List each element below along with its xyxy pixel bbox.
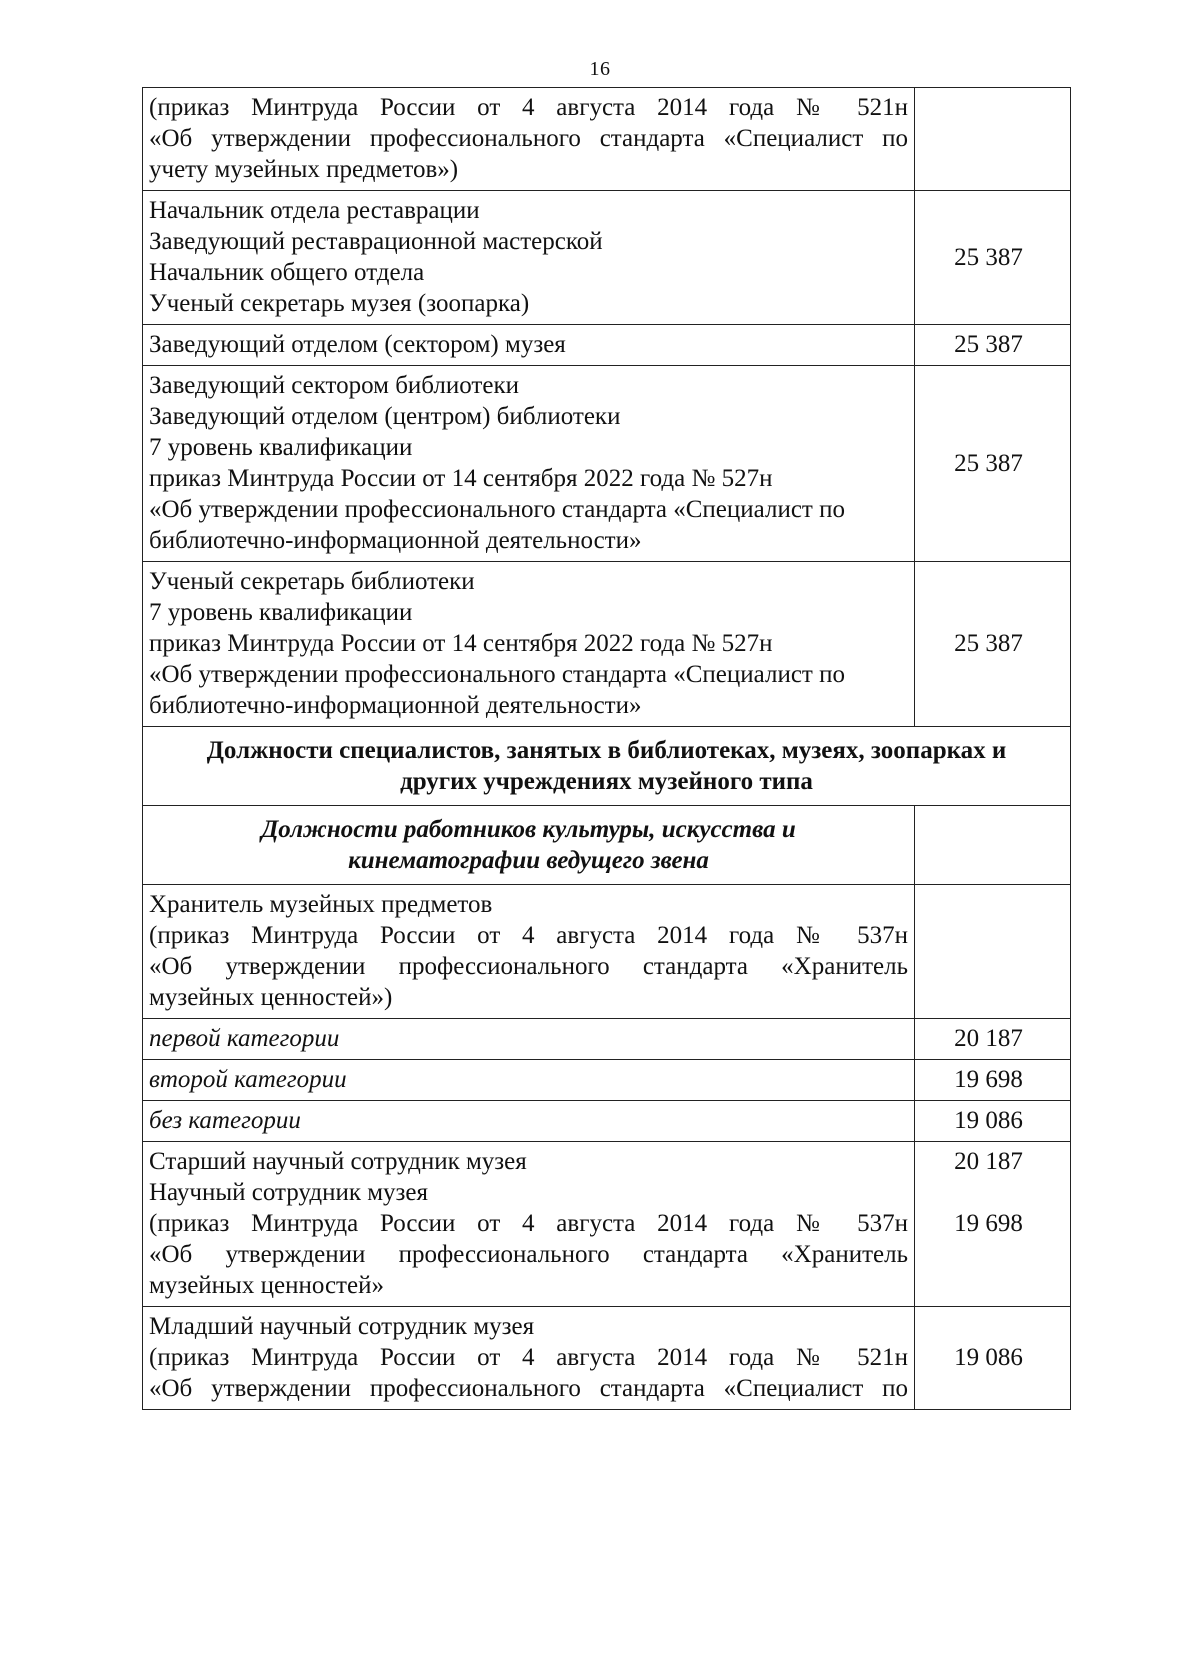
position-line: 7 уровень квалификации (149, 434, 413, 461)
position-line: «Об утверждении профессионального стандарта «Специалист по (149, 125, 908, 152)
position-line: (приказ Минтруда России от 4 августа 2014 года № 537н (149, 922, 908, 949)
salary-cell (915, 806, 1071, 885)
position-cell (143, 191, 915, 325)
salary-value: 20 187 (954, 1148, 1023, 1175)
category-cell (143, 1019, 915, 1060)
position-line: Начальник общего отдела (149, 259, 425, 286)
position-line: приказ Минтруда России от 14 сентября 2022 года № 527н (149, 465, 773, 492)
position-line: Заведующий сектором библиотеки (149, 372, 519, 399)
salary-table (142, 87, 1071, 1410)
position-line: Научный сотрудник музея (149, 1179, 429, 1206)
position-cell (143, 562, 915, 727)
position-line: «Об утверждении профессионального стандарта «Хранитель (149, 953, 908, 980)
table-row (143, 885, 1071, 1019)
position-line: Старший научный сотрудник музея (149, 1148, 527, 1175)
position-line: Начальник отдела реставрации (149, 197, 480, 224)
position-line: Ученый секретарь музея (зоопарка) (149, 290, 530, 317)
salary-value: 20 187 (954, 1025, 1023, 1052)
category-label: второй категории (149, 1066, 347, 1093)
position-cell (143, 88, 915, 191)
category-cell (143, 1101, 915, 1142)
position-line: (приказ Минтруда России от 4 августа 2014 года № 537н (149, 1210, 908, 1237)
salary-value: 25 387 (954, 630, 1023, 657)
subsection-heading-line: Должности работников культуры, искусства и (261, 816, 796, 843)
position-line: музейных ценностей» (149, 1272, 384, 1299)
salary-cell (915, 562, 1071, 727)
salary-value: 19 698 (954, 1066, 1023, 1093)
position-line: 7 уровень квалификации (149, 599, 413, 626)
table-row (143, 191, 1071, 325)
position-line: Заведующий отделом (центром) библиотеки (149, 403, 621, 430)
section-heading-line: Должности специалистов, занятых в библиотеках, музеях, зоопарках и (206, 737, 1007, 764)
position-line: Ученый секретарь библиотеки (149, 568, 475, 595)
table-row (143, 562, 1071, 727)
position-line: «Об утверждении профессионального стандарта «Специалист по (149, 1375, 908, 1402)
salary-value: 25 387 (954, 331, 1023, 358)
position-line: приказ Минтруда России от 14 сентября 2022 года № 527н (149, 630, 773, 657)
salary-cell (915, 88, 1071, 191)
position-cell (143, 1307, 915, 1410)
salary-cell (915, 1060, 1071, 1101)
page-number: 16 (589, 58, 611, 80)
position-line: Младший научный сотрудник музея (149, 1313, 535, 1340)
salary-value: 19 086 (954, 1344, 1023, 1371)
salary-value: 25 387 (954, 243, 1023, 271)
salary-cell (915, 325, 1071, 366)
position-line: Заведующий реставрационной мастерской (149, 228, 603, 255)
position-line: Заведующий отделом (сектором) музея (149, 331, 566, 358)
position-line: «Об утверждении профессионального стандарта «Специалист по (149, 661, 845, 688)
position-line: (приказ Минтруда России от 4 августа 2014 года № 521н (149, 1344, 908, 1371)
salary-cell (915, 366, 1071, 562)
section-heading-line: других учреждениях музейного типа (400, 768, 813, 795)
table-row (143, 1019, 1071, 1060)
section-row (143, 727, 1071, 806)
position-cell (143, 1142, 915, 1307)
salary-cell (915, 1307, 1071, 1410)
salary-value: 25 387 (954, 449, 1023, 477)
table-row (143, 1307, 1071, 1410)
category-label: первой категории (149, 1025, 340, 1052)
table-row (143, 88, 1071, 191)
position-line: «Об утверждении профессионального стандарта «Хранитель (149, 1241, 908, 1268)
salary-cell (915, 1142, 1071, 1307)
table-row (143, 1101, 1071, 1142)
subsection-heading (143, 806, 915, 885)
salary-cell (915, 1019, 1071, 1060)
subsection-row (143, 806, 1071, 885)
salary-value: 19 086 (954, 1107, 1023, 1134)
category-label: без категории (149, 1107, 301, 1134)
salary-cell (915, 191, 1071, 325)
position-cell (143, 325, 915, 366)
category-cell (143, 1060, 915, 1101)
position-line: библиотечно-информационной деятельности» (149, 692, 642, 719)
salary-cell (915, 1101, 1071, 1142)
salary-value: 19 698 (954, 1210, 1023, 1237)
section-heading (143, 727, 1071, 806)
position-line: учету музейных предметов») (149, 156, 459, 183)
subsection-heading-line: кинематографии ведущего звена (348, 847, 709, 874)
position-line: (приказ Минтруда России от 4 августа 2014 года № 521н (149, 94, 908, 121)
salary-cell (915, 885, 1071, 1019)
position-cell (143, 885, 915, 1019)
table-row (143, 1142, 1071, 1307)
position-cell (143, 366, 915, 562)
position-line: библиотечно-информационной деятельности» (149, 527, 642, 554)
position-line: «Об утверждении профессионального стандарта «Специалист по (149, 496, 845, 523)
table-row (143, 1060, 1071, 1101)
table-row (143, 366, 1071, 562)
position-line: Хранитель музейных предметов (149, 891, 493, 918)
table-row (143, 325, 1071, 366)
position-line: музейных ценностей») (149, 984, 393, 1011)
